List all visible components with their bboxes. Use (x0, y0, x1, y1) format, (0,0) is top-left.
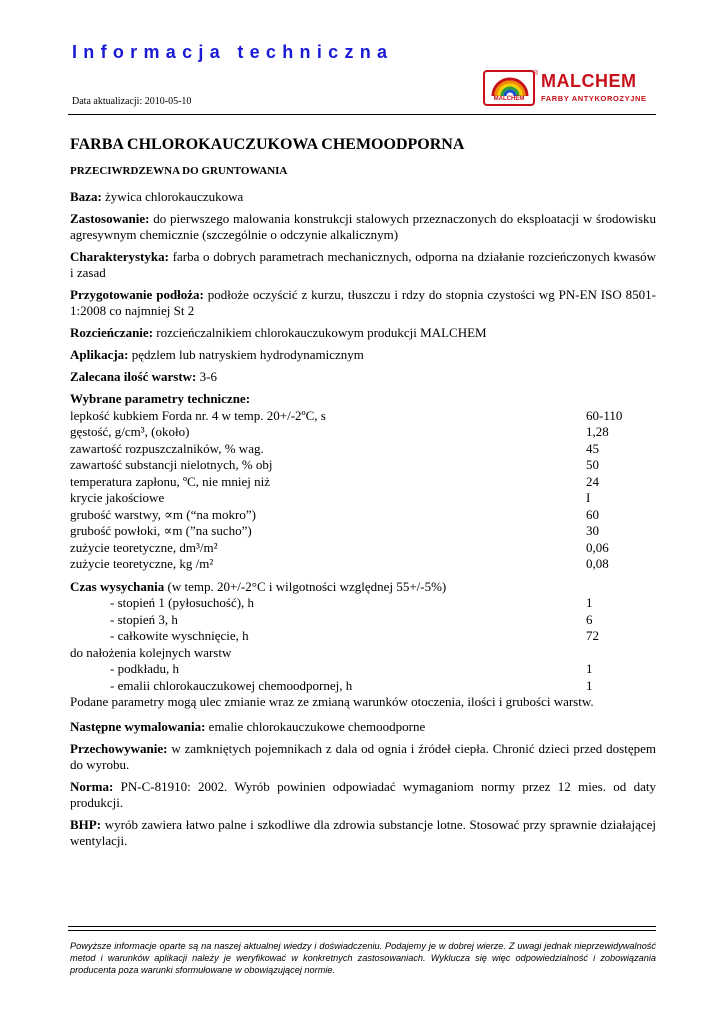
params-note-text: Podane parametry mogą ulec zmianie wraz ze zmianą warunków otoczenia, ilości i grubości warstw. (70, 694, 594, 709)
next-layer-value: 1 (586, 677, 593, 693)
drying-conditions: (w temp. 20+/-2°C i wilgotności względnej 55+/-5%) (164, 578, 447, 594)
footer-divider-top (68, 926, 656, 927)
param-row (70, 424, 656, 441)
warstwy-paragraph (70, 369, 656, 385)
rainbow-icon (491, 75, 529, 97)
logo-subtitle: FARBY ANTYKOROZYJNE (541, 94, 647, 103)
param-row (70, 540, 656, 557)
product-title: FARBA CHLOROKAUCZUKOWA CHEMOODPORNA (70, 136, 465, 153)
param-value: 50 (586, 457, 599, 472)
param-row (70, 474, 656, 491)
next-layer-row (70, 678, 656, 695)
update-date: Data aktualizacji: 2010-05-10 (72, 96, 192, 107)
logo-badge (483, 70, 535, 106)
param-value: 1,28 (586, 424, 609, 439)
rozcienczanie-text: rozcieńczalnikiem chlorokauczukowym produkcji MALCHEM (153, 325, 487, 340)
next-layer-label: - emalii chlorokauczukowej chemoodpornej, h (110, 677, 353, 693)
przechowywanie-label: Przechowywanie: (70, 740, 168, 756)
aplikacja-paragraph (70, 347, 656, 363)
next-layers-text: do nałożenia kolejnych warstw (70, 644, 232, 660)
drying-row-label: - stopień 1 (pyłosuchość), h (110, 595, 255, 610)
norma-label: Norma: (70, 778, 114, 794)
param-label: zużycie teoretyczne, kg /m² (70, 556, 214, 571)
drying-row-value: 1 (586, 595, 593, 610)
param-row (70, 507, 656, 524)
drying-heading-text (70, 579, 446, 595)
param-row (70, 408, 656, 425)
param-row (70, 457, 656, 474)
baza-text: żywica chlorokauczukowa (101, 189, 244, 204)
next-layer-row (70, 661, 656, 678)
param-label: zużycie teoretyczne, dm³/m² (70, 539, 218, 555)
param-value: 0,06 (586, 539, 609, 555)
drying-label: Czas wysychania (70, 578, 165, 594)
charakterystyka-paragraph (70, 249, 656, 281)
norma-text: PN-C-81910: 2002. Wyrób powinien odpowiadać wymaganiom normy przez 12 mies. od daty produkcji. (70, 778, 656, 810)
drying-row (70, 628, 656, 645)
param-row (70, 490, 656, 507)
aplikacja-text: pędzlem lub natryskiem hydrodynamicznym (128, 347, 364, 362)
charakterystyka-label: Charakterystyka: (70, 249, 169, 264)
przechowywanie-paragraph (70, 741, 656, 773)
bhp-text: wyrób zawiera łatwo palne i szkodliwe dla zdrowia substancje lotne. Stosować przy sprawnie działającej wentylacji. (70, 816, 656, 848)
param-label: krycie jakościowe (70, 490, 165, 505)
baza-paragraph (70, 189, 656, 205)
param-label: grubość powłoki, ∝m (”na sucho”) (70, 523, 252, 538)
rozcienczanie-paragraph (70, 325, 656, 341)
drying-row (70, 595, 656, 612)
drying-heading (70, 579, 656, 596)
drying-row-value: 6 (586, 611, 593, 627)
nastepne-label: Następne wymalowania: (70, 718, 206, 734)
param-label: zawartość substancji nielotnych, % obj (70, 457, 273, 472)
drying-row-label: - całkowite wyschnięcie, h (110, 628, 249, 643)
drying-row-value: 72 (586, 628, 599, 643)
warstwy-text: 3-6 (196, 369, 217, 384)
nastepne-text: emalie chlorokauczukowe chemoodporne (205, 718, 426, 734)
norma-paragraph (70, 779, 656, 811)
param-label: zawartość rozpuszczalników, % wag. (70, 440, 264, 456)
param-row (70, 523, 656, 540)
param-label: lepkość kubkiem Forda nr. 4 w temp. 20+/-2ºC, s (70, 407, 326, 423)
baza-label: Baza: (70, 189, 102, 204)
nastepne-paragraph (70, 719, 656, 735)
next-layers-heading (70, 645, 656, 662)
document-header-title: Informacja techniczna (72, 42, 394, 62)
params-table (70, 408, 656, 573)
next-layer-value: 1 (586, 661, 593, 676)
footer-divider-bottom (68, 930, 656, 931)
drying-row (70, 612, 656, 629)
param-row (70, 556, 656, 573)
param-row (70, 441, 656, 458)
param-label: grubość warstwy, ∝m (“na mokro”) (70, 506, 256, 522)
zastosowanie-paragraph (70, 211, 656, 243)
malchem-logo (483, 70, 655, 108)
param-value: 60 (586, 506, 599, 522)
zastosowanie-label: Zastosowanie: (70, 211, 150, 226)
zastosowanie-text: do pierwszego malowania konstrukcji stalowych przeznaczonych do eksploatacji w środowisku agresywnym chemicznie (szczególnie o odczynie alkalicznym) (70, 211, 656, 242)
charakterystyka-text: farba o dobrych parametrach mechanicznych, odporna na działanie rozcieńczonych kwasów i zasad (70, 249, 656, 280)
rozcienczanie-label: Rozcieńczanie: (70, 325, 154, 340)
przygotowanie-paragraph (70, 287, 656, 319)
drying-row-label: - stopień 3, h (110, 611, 178, 627)
warstwy-label: Zalecana ilość warstw: (70, 369, 197, 384)
bhp-paragraph (70, 817, 656, 849)
logo-name: MALCHEM (541, 71, 637, 91)
przygotowanie-text: podłoże oczyścić z kurzu, tłuszczu i rdzy do stopnia czystości wg PN-EN ISO 8501-1:2008 co najmniej St 2 (70, 287, 656, 318)
header-divider (68, 114, 656, 115)
aplikacja-label: Aplikacja: (70, 347, 129, 362)
registered-mark: ® (533, 70, 539, 77)
param-value: 24 (586, 473, 599, 489)
next-layer-label: - podkładu, h (110, 661, 179, 676)
przechowywanie-text: w zamkniętych pojemnikach z dala od ognia i źródeł ciepła. Chronić dzieci przed dostępem do wyrobu. (70, 740, 656, 772)
param-value: 60-110 (586, 407, 623, 423)
params-heading: Wybrane parametry techniczne: (70, 391, 251, 406)
footer-disclaimer: Powyższe informacje oparte są na naszej aktualnej wiedzy i doświadczeniu. Podajemy je w dobrej wierze. Z uwagi jednak nieprzewidywalność metod i warunków aplikacji należy je weryfikować w konkretnych zastosowaniach. Wyklucza się więc odpowiedzialność i zobowiązania producenta poza warunki sformułowane w obowiązującej normie. (70, 941, 656, 975)
param-label: gęstość, g/cm³, (około) (70, 424, 190, 439)
param-value: 45 (586, 440, 599, 456)
param-value: 30 (586, 523, 599, 538)
bhp-label: BHP: (70, 816, 102, 832)
param-value: I (586, 490, 591, 505)
przygotowanie-label: Przygotowanie podłoża: (70, 287, 204, 302)
param-label: temperatura zapłonu, ºC, nie mniej niż (70, 473, 271, 489)
logo-badge-text: MALCHEM (493, 96, 525, 102)
params-note (70, 694, 656, 711)
param-value: 0,08 (586, 556, 609, 571)
document-body (70, 189, 656, 855)
product-subtitle: PRZECIWRDZEWNA DO GRUNTOWANIA (70, 165, 288, 177)
